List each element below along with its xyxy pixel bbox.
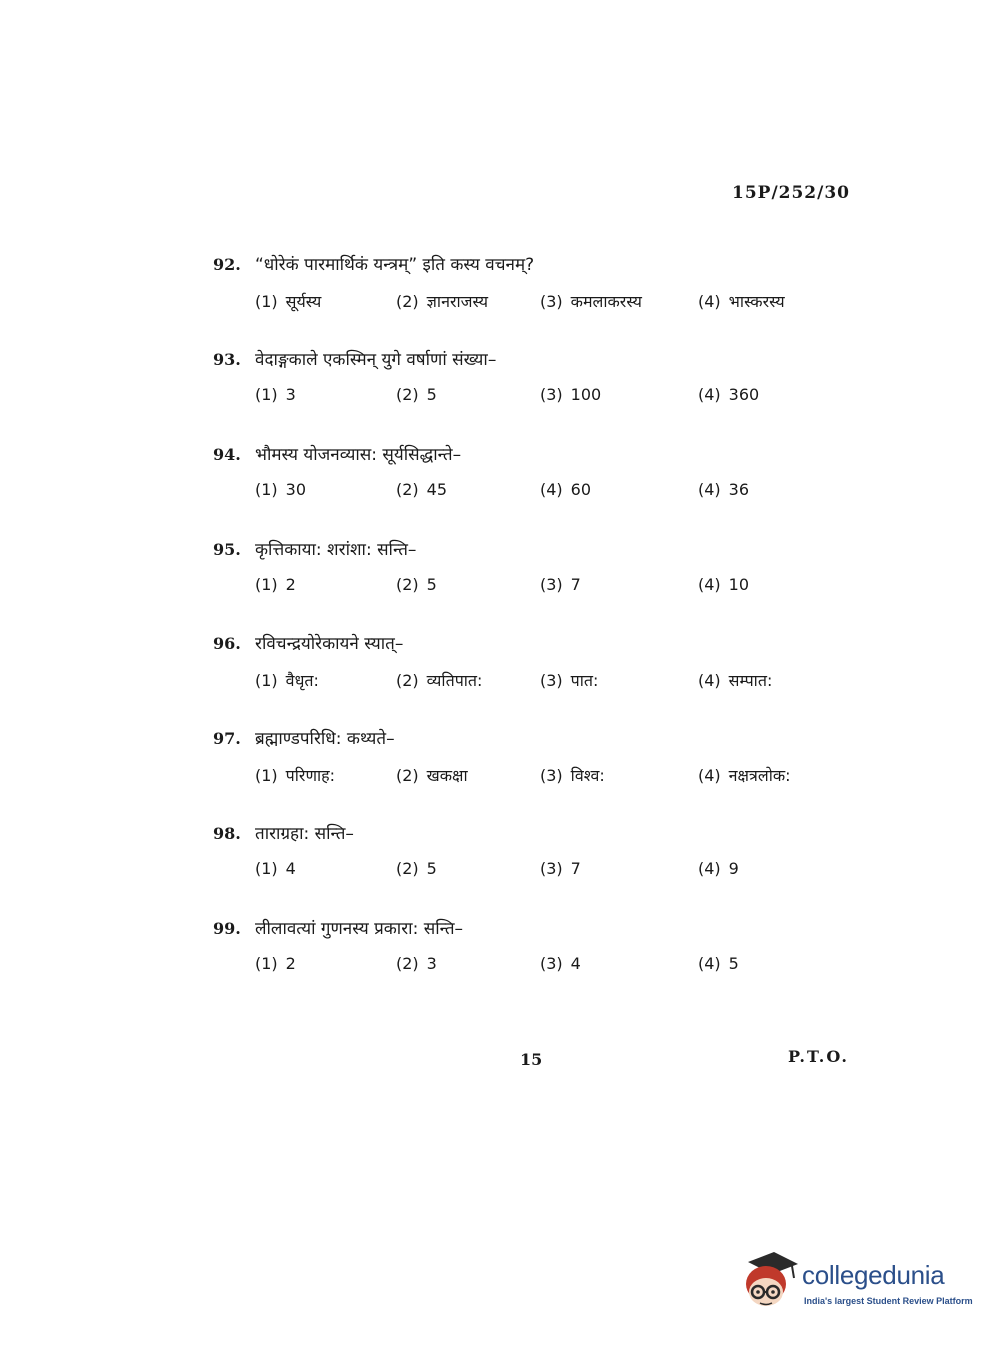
option-2 [396,290,488,312]
paper-code: 15P/252/30 [732,183,851,203]
option-number: (1) [255,292,278,311]
option-1 [255,764,335,786]
option-3 [540,764,605,786]
question-number: 95. [213,540,241,559]
option-4 [698,385,759,404]
option-text: 5 [426,385,437,404]
option-number: (3) [540,766,563,785]
question-92 [213,252,853,332]
option-number: (3) [540,859,563,878]
option-number: (1) [255,766,278,785]
option-number: (2) [396,575,419,594]
option-number: (1) [255,671,278,690]
question-number: 94. [213,445,241,464]
question-number: 96. [213,634,241,653]
option-3 [540,385,601,404]
option-4 [698,859,739,878]
option-text: 5 [426,575,437,594]
collegedunia-watermark[interactable] [740,1248,973,1314]
option-text: 3 [426,954,437,973]
option-number: (4) [698,859,721,878]
question-text: भौमस्य योजनव्यास: सूर्यसिद्धान्ते– [255,445,462,465]
question-stem [213,631,403,654]
option-4 [698,764,791,786]
question-number: 98. [213,824,241,843]
page-number: 15 [520,1050,543,1069]
option-text: 5 [426,859,437,878]
option-1 [255,954,296,973]
option-text: सम्पात: [728,671,773,690]
question-text: कृत्तिकाया: शरांशा: सन्ति– [255,540,417,560]
option-number: (1) [255,385,278,404]
question-number: 93. [213,350,241,369]
option-number: (3) [540,385,563,404]
option-number: (2) [396,859,419,878]
option-3 [540,575,581,594]
question-text: लीलावत्यां गुणनस्य प्रकारा: सन्ति– [255,919,464,939]
question-stem [213,726,395,749]
option-number: (3) [540,954,563,973]
option-text: सूर्यस्य [285,292,322,311]
option-number: (3) [540,671,563,690]
option-text: विश्व: [570,766,605,785]
option-number: (2) [396,766,419,785]
option-number: (2) [396,954,419,973]
option-2 [396,954,437,973]
option-3 [540,859,581,878]
question-stem [213,821,354,844]
option-2 [396,764,468,786]
option-1 [255,385,296,404]
option-text: 45 [426,480,448,499]
option-text: 360 [728,385,760,404]
option-number: (4) [698,954,721,973]
option-number: (3) [540,575,563,594]
question-text: “धोरेकं पारमार्थिकं यन्त्रम्” इति कस्य वचनम्? [255,255,535,275]
option-2 [396,669,482,691]
option-number: (4) [698,385,721,404]
option-1 [255,859,296,878]
option-number: (4) [540,480,563,499]
option-text: 4 [570,954,581,973]
question-96 [213,631,853,711]
question-stem [213,347,496,370]
option-text: 9 [728,859,739,878]
question-stem [213,537,416,560]
option-number: (1) [255,954,278,973]
option-4 [698,954,739,973]
option-1 [255,290,321,312]
option-number: (2) [396,385,419,404]
option-number: (4) [698,480,721,499]
option-text: पात: [570,671,599,690]
please-turn-over: P.T.O. [788,1047,849,1066]
option-number: (2) [396,671,419,690]
option-1 [255,480,306,499]
option-text: 100 [570,385,602,404]
option-text: 7 [570,859,581,878]
option-text: कमलाकरस्य [570,292,642,311]
question-93 [213,347,853,427]
option-text: नक्षत्रलोक: [728,766,791,785]
brand-tagline: India's largest Student Review Platform [804,1296,973,1306]
question-97 [213,726,853,806]
brand-name: collegedunia [802,1260,945,1290]
option-1 [255,575,296,594]
option-number: (1) [255,859,278,878]
question-94 [213,442,853,522]
option-2 [396,480,447,499]
option-4 [698,290,785,312]
option-1 [255,669,319,691]
option-text: 10 [728,575,750,594]
option-4 [698,575,749,594]
question-stem [213,442,461,465]
question-number: 97. [213,729,241,748]
option-2 [396,385,437,404]
question-98 [213,821,853,901]
option-number: (3) [540,292,563,311]
option-text: ज्ञानराजस्य [426,292,489,311]
question-stem [213,252,534,275]
question-number: 92. [213,255,241,274]
option-text: 60 [570,480,592,499]
option-text: खकक्षा [426,766,468,785]
option-text: 5 [728,954,739,973]
option-number: (2) [396,292,419,311]
question-text: वेदाङ्गकाले एकस्मिन् युगे वर्षाणां संख्या– [255,350,497,370]
option-2 [396,575,437,594]
option-2 [396,859,437,878]
question-text: ब्रह्माण्डपरिधि: कथ्यते– [255,729,395,749]
option-number: (1) [255,575,278,594]
option-4 [698,480,749,499]
question-text: ताराग्रहा: सन्ति– [255,824,354,844]
collegedunia-logo-icon [740,1248,800,1314]
question-stem [213,916,463,939]
option-number: (4) [698,671,721,690]
option-text: 4 [285,859,296,878]
option-text: व्यतिपात: [426,671,483,690]
option-number: (4) [698,575,721,594]
option-text: वैधृत: [285,671,319,690]
option-3 [540,290,642,312]
option-text: परिणाह: [285,766,336,785]
question-95 [213,537,853,617]
option-3 [540,669,598,691]
option-text: 2 [285,954,296,973]
option-3 [540,954,581,973]
option-text: 7 [570,575,581,594]
option-text: 30 [285,480,307,499]
option-text: 2 [285,575,296,594]
question-text: रविचन्द्रयोरेकायने स्यात्– [255,634,404,654]
option-number: (2) [396,480,419,499]
option-number: (4) [698,766,721,785]
option-number: (1) [255,480,278,499]
question-number: 99. [213,919,241,938]
option-text: 3 [285,385,296,404]
question-99 [213,916,853,996]
option-number: (4) [698,292,721,311]
option-3 [540,480,591,499]
option-4 [698,669,772,691]
option-text: भास्करस्य [728,292,785,311]
option-text: 36 [728,480,750,499]
